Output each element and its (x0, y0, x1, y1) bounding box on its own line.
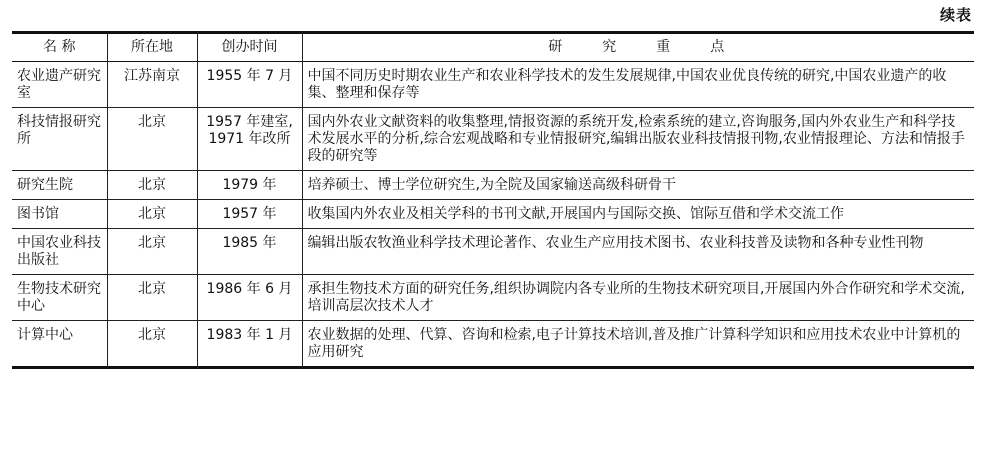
cell-location: 北京 (107, 229, 197, 275)
cell-name: 中国农业科技出版社 (17, 235, 101, 268)
cell-founded: 1983 年 1 月 (197, 321, 302, 368)
cell-founded: 1957 年 (197, 200, 302, 229)
cell-name: 图书馆 (17, 206, 59, 222)
cell-name: 农业遗产研究室 (17, 68, 101, 101)
table-row (12, 321, 974, 368)
cell-founded: 1985 年 (197, 229, 302, 275)
cell-focus: 承担生物技术方面的研究任务,组织协调院内各专业所的生物技术研究项目,开展国内外合作研究和学术交流,培训高层次技术人才 (302, 275, 974, 321)
header-focus: 研究重点 (302, 33, 974, 62)
cell-location: 北京 (107, 171, 197, 200)
cell-founded: 1979 年 (197, 171, 302, 200)
cell-name: 科技情报研究所 (17, 114, 101, 147)
cell-focus: 国内外农业文献资料的收集整理,情报资源的系统开发,检索系统的建立,咨询服务,国内外农业生产和科学技术发展水平的分析,综合宏观战略和专业情报研究,编辑出版农业科技情报刊物,农业情报理论、方法和情报手段的研究等 (302, 108, 974, 171)
table-row (12, 229, 974, 275)
cell-name: 生物技术研究中心 (17, 281, 101, 314)
continued-table-label: 续表 (939, 6, 972, 24)
table-row (12, 62, 974, 108)
cell-location: 北京 (107, 321, 197, 368)
table-row (12, 108, 974, 171)
institutions-table (12, 31, 974, 369)
cell-location: 北京 (107, 275, 197, 321)
table-row (12, 171, 974, 200)
cell-founded: 1986 年 6 月 (197, 275, 302, 321)
cell-focus: 编辑出版农牧渔业科学技术理论著作、农业生产应用技术图书、农业科技普及读物和各种专业性刊物 (302, 229, 974, 275)
table-header-row (12, 33, 974, 62)
cell-location: 北京 (107, 200, 197, 229)
cell-focus: 培养硕士、博士学位研究生,为全院及国家输送高级科研骨干 (302, 171, 974, 200)
cell-focus: 收集国内外农业及相关学科的书刊文献,开展国内与国际交换、馆际互借和学术交流工作 (302, 200, 974, 229)
cell-focus: 农业数据的处理、代算、咨询和检索,电子计算技术培训,普及推广计算科学知识和应用技术农业中计算机的应用研究 (302, 321, 974, 368)
cell-location: 北京 (107, 108, 197, 171)
cell-location: 江苏南京 (107, 62, 197, 108)
cell-founded: 1957 年建室, 1971 年改所 (197, 108, 302, 171)
header-name: 名 称 (43, 39, 76, 55)
table-row (12, 200, 974, 229)
table-row (12, 275, 974, 321)
header-location: 所在地 (107, 33, 197, 62)
cell-focus: 中国不同历史时期农业生产和农业科学技术的发生发展规律,中国农业优良传统的研究,中国农业遗产的收集、整理和保存等 (302, 62, 974, 108)
cell-name: 研究生院 (17, 177, 73, 193)
cell-name: 计算中心 (17, 327, 73, 343)
header-founded: 创办时间 (197, 33, 302, 62)
cell-founded: 1955 年 7 月 (197, 62, 302, 108)
